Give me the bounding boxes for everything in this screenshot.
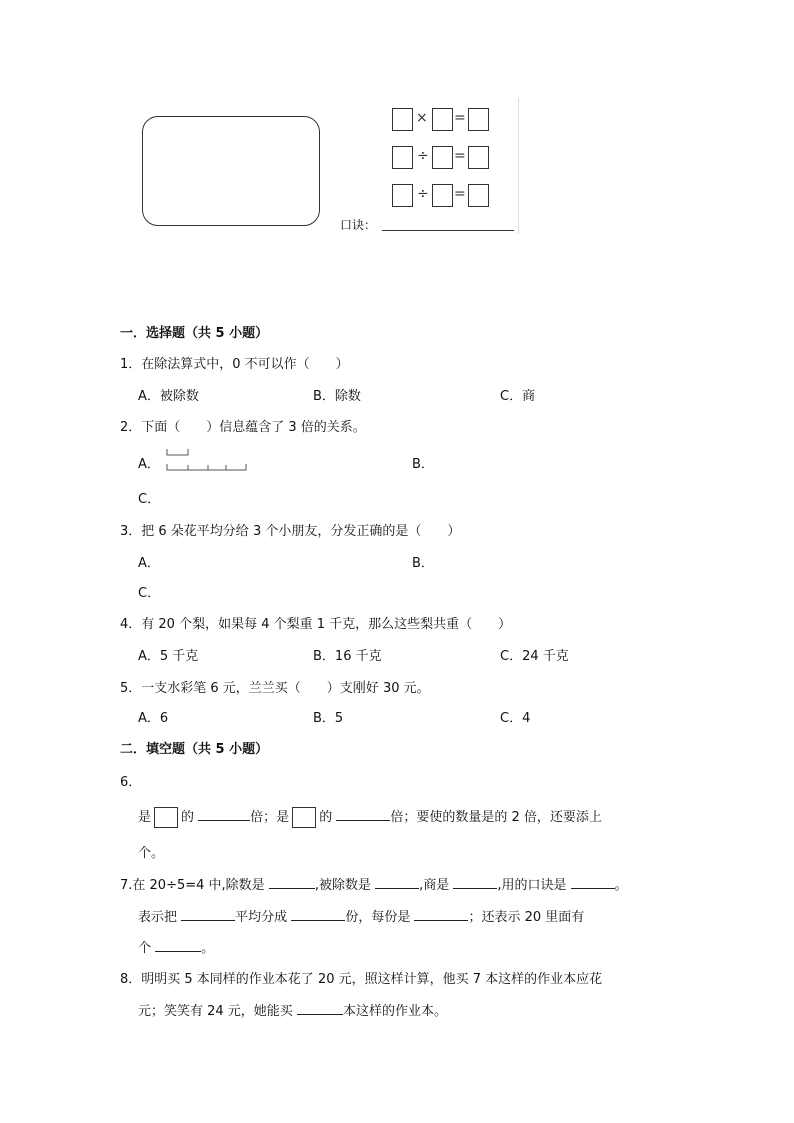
q3-option-c[interactable]: C． [138,586,161,601]
answer-square[interactable] [468,184,489,207]
equals-sign: = [454,110,466,126]
answer-square[interactable] [432,184,453,207]
divide-sign: ÷ [417,186,429,202]
question-7-line2 [138,906,584,925]
q7-blank-total[interactable] [181,906,235,921]
q7-text: 7.在 20÷5=4 中,除数是 [120,878,265,893]
q7-text: ,商是 [419,878,450,893]
q7-blank-divisor[interactable] [269,874,315,889]
q7-text: ,用的口诀是 [497,878,567,893]
q3-option-a[interactable]: A． [138,556,160,571]
q6-blank-2[interactable] [336,806,390,821]
bar-segment-diagram [164,446,250,474]
q4-option-b[interactable]: B．16 千克 [313,649,382,664]
question-3: 3．把 6 朵花平均分给 3 个小朋友，分发正确的是（ ） [120,524,461,539]
question-2: 2．下面（ ）信息蕴含了 3 倍的关系。 [120,420,366,435]
q7-text: 份，每份是 [345,910,411,925]
q5-option-b[interactable]: B．5 [313,711,344,726]
q7-text: ,被除数是 [314,878,371,893]
q7-blank-each[interactable] [414,906,468,921]
question-6-number: 6． [120,775,142,790]
question-7-line1 [120,874,628,893]
q6-text: 的 [181,810,195,825]
question-8-line2 [138,1000,447,1019]
question-5: 5．一支水彩笔 6 元，兰兰买（ ）支刚好 30 元。 [120,681,430,696]
equals-sign: = [454,148,466,164]
answer-square[interactable] [392,108,413,131]
q7-blank-koujue[interactable] [571,874,615,889]
answer-square[interactable] [468,146,489,169]
answer-square[interactable] [432,108,453,131]
q4-option-c[interactable]: C．24 千克 [500,649,569,664]
times-sign: × [416,110,428,126]
q7-text: 平均分成 [235,910,288,925]
q7-blank-quotient[interactable] [453,874,497,889]
q2-option-a[interactable]: A． [138,457,160,472]
q2-option-c[interactable]: C． [138,492,161,507]
drawing-box [142,116,320,226]
q7-text: 。 [614,878,628,893]
q7-text: ；还表示 20 里面有 [468,910,585,925]
q1-option-c[interactable]: C．商 [500,389,536,404]
koujue-label: 口诀： [340,218,377,232]
q6-text: 倍；要使的数量是的 2 倍，还要添上 [390,810,602,825]
q7-blank-groups[interactable] [155,937,201,952]
q4-option-a[interactable]: A．5 千克 [138,649,199,664]
q7-blank-parts[interactable] [291,906,345,921]
q6-blank-1[interactable] [198,806,250,821]
q8-blank-books[interactable] [297,1000,343,1015]
q8-text: 本这样的作业本。 [342,1004,447,1019]
q2-option-b[interactable]: B． [412,457,434,472]
q6-text: 的 [319,810,333,825]
question-8-line1: 8．明明买 5 本同样的作业本花了 20 元，照这样计算，他买 7 本这样的作业本应花 [120,972,603,987]
q1-option-b[interactable]: B．除数 [313,389,361,404]
answer-square[interactable] [468,108,489,131]
q6-text: 是 [138,810,152,825]
answer-square[interactable] [392,146,413,169]
question-6-line1 [138,806,602,828]
q3-option-b[interactable]: B． [412,556,434,571]
q6-line2: 个。 [138,846,165,861]
q7-blank-dividend[interactable] [375,874,419,889]
q1-option-a[interactable]: A．被除数 [138,389,199,404]
q7-text: 表示把 [138,910,178,925]
q5-option-c[interactable]: C．4 [500,711,531,726]
equation-panel [382,98,519,234]
section-title-fill: 二．填空题（共 5 小题） [120,742,269,757]
answer-square[interactable] [432,146,453,169]
koujue-answer-line[interactable] [382,230,514,231]
q5-option-a[interactable]: A．6 [138,711,169,726]
question-1: 1．在除法算式中，0 不可以作（ ） [120,357,349,372]
q7-text: 。 [201,941,215,956]
section-title-choice: 一．选择题（共 5 小题） [120,326,269,341]
equals-sign: = [454,186,466,202]
question-4: 4．有 20 个梨，如果每 4 个梨重 1 千克，那么这些梨共重（ ） [120,617,512,632]
square-figure [154,807,178,828]
answer-square[interactable] [392,184,413,207]
q8-text: 元；笑笑有 24 元，她能买 [138,1004,293,1019]
q7-text: 个 [138,941,152,956]
question-7-line3 [138,937,214,956]
q6-text: 倍；是 [250,810,290,825]
square-figure [292,807,316,828]
divide-sign: ÷ [417,148,429,164]
